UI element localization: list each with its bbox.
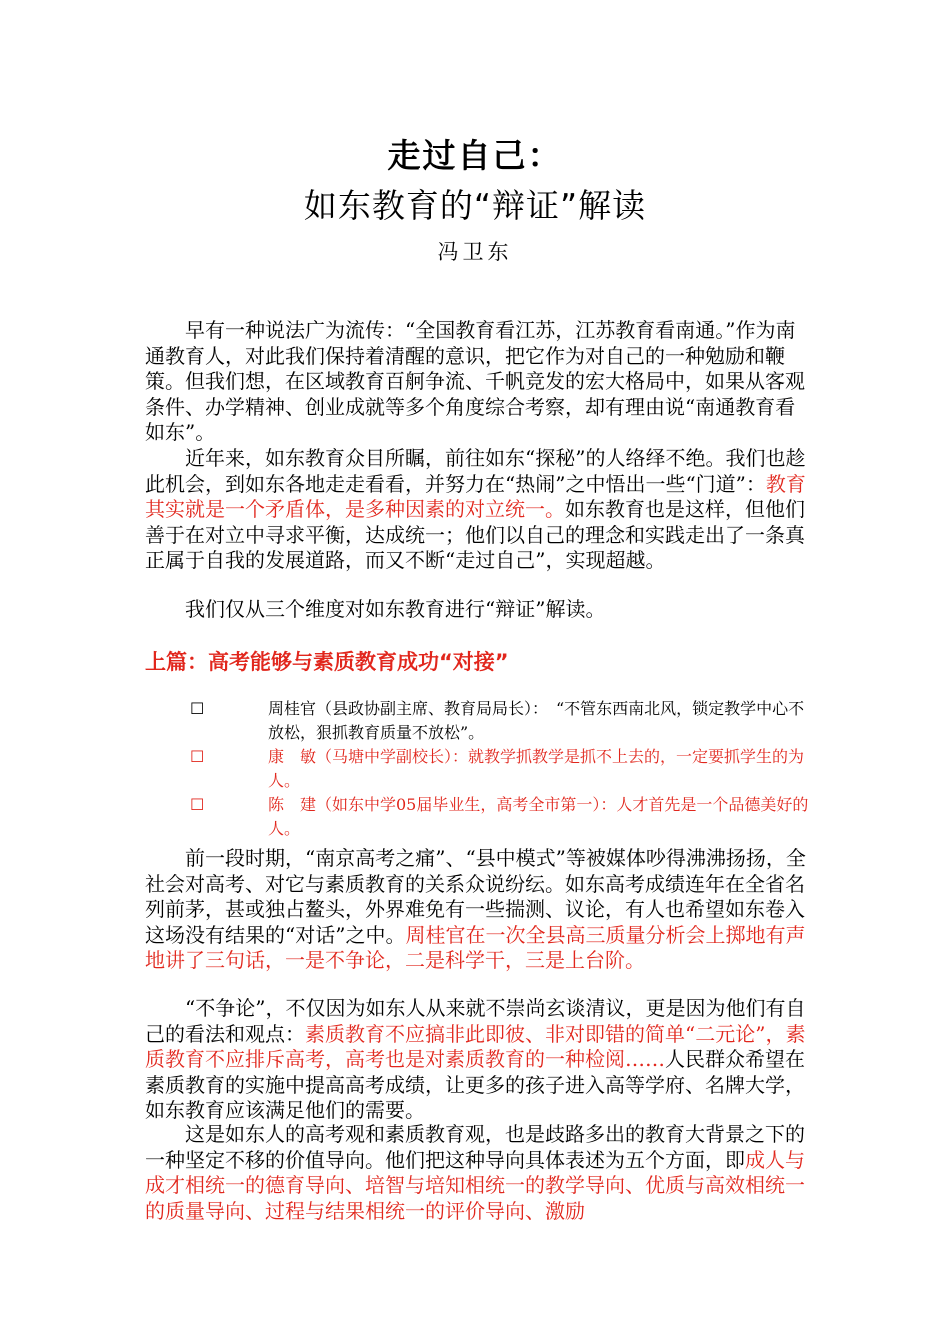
checkbox-icon: ☐ <box>190 699 205 718</box>
paragraph-intro-3 <box>145 597 810 623</box>
quote-text: 周桂官（县政协副主席、教育局局长）： “不管东西南北风，锁定教学中心不放松，狠抓教育质量不放松”。 <box>268 699 805 742</box>
author-name: 冯卫东 <box>437 240 513 264</box>
paragraph-text: 早有一种说法广为流传：“全国教育看江苏，江苏教育看南通。”作为南通教育人，对此我们保持着清醒的意识，把它作为对自己的一种勉励和鞭策。但我们想，在区域教育百舸争流、千帆竞发的宏大格局中，如果从客观条件、办学精神、创业成就等多个角度综合考察，却有理由说“南通教育看如东”。 <box>145 318 805 444</box>
quote-text: 康 敏（马塘中学副校长）：就教学抓教学是抓不上去的，一定要抓学生的为人。 <box>268 747 805 790</box>
paragraph-text: 前一段时期，“南京高考之痛”、“县中模式”等被媒体吵得沸沸扬扬，全社会对高考、对它与素质教育的关系众说纷纭。如东高考成绩连年在全省名列前茅，甚或独占鳌头，外界难免有一些揣测、议论，有人也希望如东卷入这场没有结果的“对话”之中。 <box>145 846 806 947</box>
document-title: 走过自己： <box>387 136 563 175</box>
highlighted-text: 周桂官在一次全县高三质量分析会上掷地有声地讲了三句话，一是不争论，二是科学干，三是上台阶。 <box>145 922 806 972</box>
checkbox-icon: ☐ <box>190 747 205 766</box>
quote-text: 陈 建（如东中学05届毕业生，高考全市第一）：人才首先是一个品德美好的人。 <box>268 795 809 838</box>
paragraph-text: “不争论”，不仅因为如东人从来就不崇尚玄谈清议，更是因为他们有自己的看法和观点： <box>145 996 806 1046</box>
quote-item <box>190 745 812 793</box>
document-subtitle: 如东教育的“辩证”解读 <box>303 186 647 225</box>
paragraph-6 <box>145 1122 810 1224</box>
paragraph-text: 我们仅从三个维度对如东教育进行“辩证”解读。 <box>185 597 606 621</box>
section-heading: 上篇：高考能够与素质教育成功“对接” <box>145 650 509 674</box>
paragraph-text: 这是如东人的高考观和素质教育观，也是歧路多出的教育大背景之下的一种坚定不移的价值导向。他们把这种导向具体表述为五个方面，即 <box>145 1122 805 1172</box>
paragraph-text: 近年来，如东教育众目所瞩，前往如东“探秘”的人络绎不绝。我们也趁此机会，到如东各地走走看看，并努力在“热闹”之中悟出一些“门道”： <box>145 446 806 496</box>
paragraph-text: 人民群众希望在素质教育的实施中提高高考成绩，让更多的孩子进入高等学府、名牌大学，如东教育应该满足他们的需要。 <box>145 1047 805 1122</box>
paragraph-5 <box>145 996 810 1124</box>
checkbox-icon: ☐ <box>190 795 205 814</box>
paragraph-intro-2 <box>145 446 810 574</box>
quote-list <box>190 697 812 841</box>
paragraph-intro-1 <box>145 318 810 446</box>
highlighted-text: 素质教育不应搞非此即彼、非对即错的简单“二元论”，素质教育不应排斥高考，高考也是对素质教育的一种检阅…… <box>145 1021 806 1071</box>
quote-item <box>190 793 812 841</box>
paragraph-4 <box>145 846 810 974</box>
highlighted-text: 成人与成才相统一的德育导向、培智与培知相统一的教学导向、优质与高效相统一的质量导向、过程与结果相统一的评价导向、激励 <box>145 1147 805 1223</box>
highlighted-text: 教育其实就是一个矛盾体，是多种因素的对立统一。 <box>145 471 806 521</box>
quote-item <box>190 697 812 745</box>
paragraph-text: 如东教育也是这样，但他们善于在对立中寻求平衡，达成统一；他们以自己的理念和实践走出了一条真正属于自我的发展道路，而又不断“走过自己”，实现超越。 <box>145 497 805 572</box>
